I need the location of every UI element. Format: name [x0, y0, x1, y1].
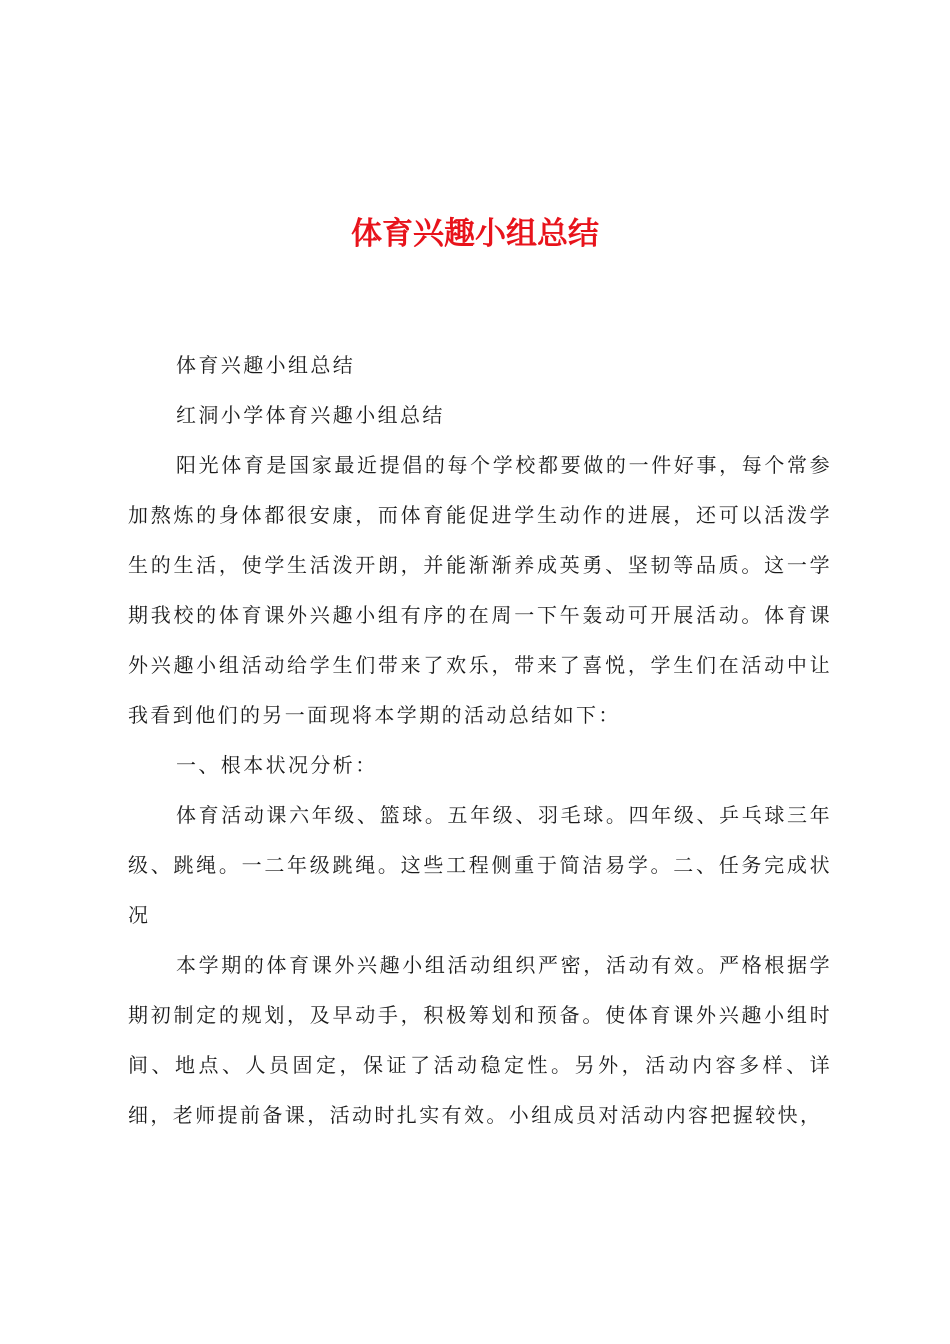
- paragraph-activities: 体育活动课六年级、篮球。五年级、羽毛球。四年级、乒乓球三年级、跳绳。一二年级跳绳。这些工程侧重于简洁易学。二、任务完成状况: [128, 803, 832, 927]
- paragraph-task-completion: 本学期的体育课外兴趣小组活动组织严密，活动有效。严格根据学期初制定的规划，及早动手，积极筹划和预备。使体育课外兴趣小组时间、地点、人员固定，保证了活动稳定性。另外，活动内容多样、详细，老师提前备课，活动时扎实有效。小组成员对活动内容把握较快，: [128, 953, 832, 1127]
- paragraph-subheading: 红洞小学体育兴趣小组总结: [176, 403, 445, 427]
- paragraph-section-1-heading: 一、根本状况分析：: [176, 753, 378, 777]
- document-title: 体育兴趣小组总结: [351, 216, 599, 252]
- paragraph-intro: 阳光体育是国家最近提倡的每个学校都要做的一件好事，每个常参加熬炼的身体都很安康，而体育能促进学生动作的进展，还可以活泼学生的生活，使学生活泼开朗，并能渐渐养成英勇、坚韧等品质。这一学期我校的体育课外兴趣小组有序的在周一下午轰动可开展活动。体育课外兴趣小组活动给学生们带来了欢乐，带来了喜悦，学生们在活动中让我看到他们的另一面现将本学期的活动总结如下：: [128, 453, 832, 727]
- document-body: [128, 340, 832, 1140]
- paragraph-heading: 体育兴趣小组总结: [176, 353, 356, 377]
